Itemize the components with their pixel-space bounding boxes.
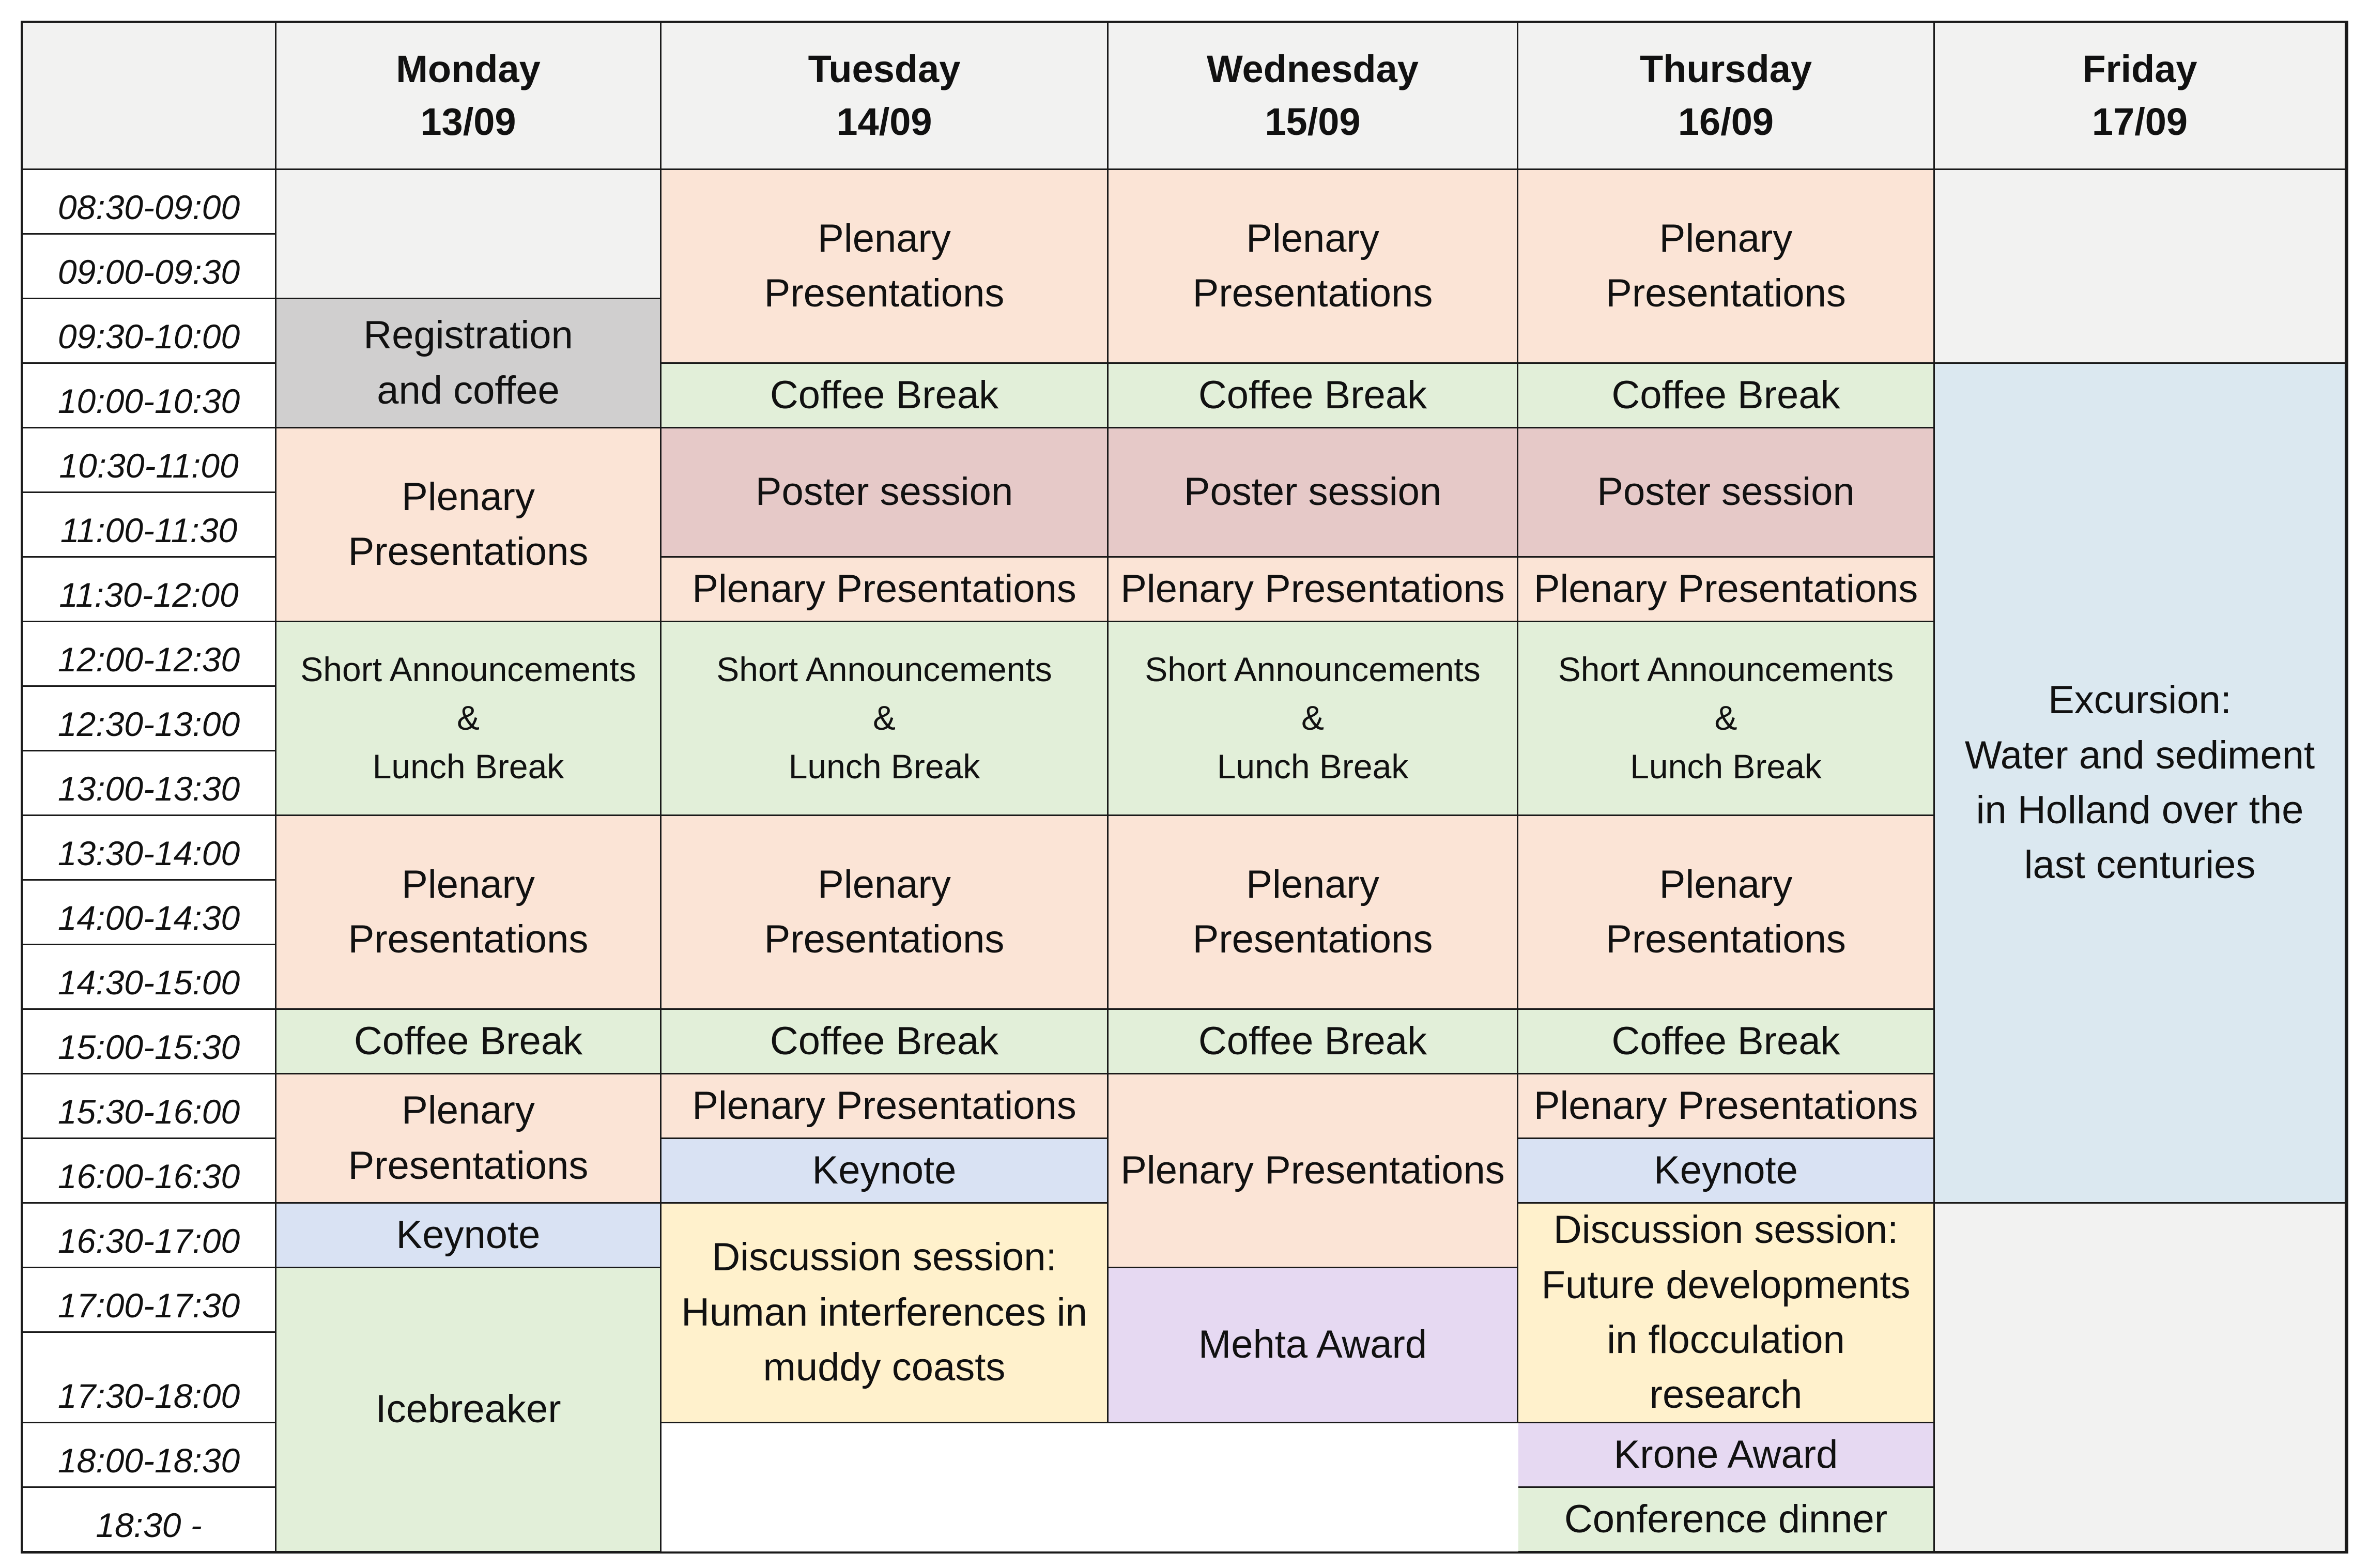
event-text-line: Plenary Presentations <box>1533 1083 1918 1128</box>
day-name: Tuesday <box>808 47 961 90</box>
time-slot: 17:00-17:30 <box>23 1268 276 1333</box>
event-discussion <box>1518 1204 1935 1423</box>
event-plenary <box>1109 170 1518 364</box>
event-plenary <box>1518 558 1935 622</box>
empty-slot <box>1935 170 2346 364</box>
event-plenary <box>1518 816 1935 1010</box>
time-slot: 08:30-09:00 <box>23 170 276 235</box>
event-plenary <box>276 1074 662 1204</box>
time-slot: 14:00-14:30 <box>23 881 276 945</box>
event-poster <box>1109 428 1518 558</box>
event-text-line: Plenary <box>402 862 535 906</box>
event-text-line: in flocculation <box>1607 1318 1845 1362</box>
empty-slot <box>1935 1204 2346 1552</box>
event-text-line: Human interferences in <box>681 1290 1087 1334</box>
time-slot: 13:30-14:00 <box>23 816 276 881</box>
event-text-line: Presentations <box>348 1143 589 1188</box>
event-text-line: Registration <box>363 313 573 358</box>
event-text-line: Keynote <box>1654 1148 1798 1192</box>
day-header-monday <box>276 23 662 170</box>
event-excursion <box>1935 364 2346 1204</box>
event-text-line: Coffee Break <box>1611 1019 1840 1063</box>
day-date: 17/09 <box>2091 100 2188 143</box>
event-plenary <box>276 428 662 622</box>
event-plenary <box>276 816 662 1010</box>
event-text-line: Plenary <box>1246 216 1379 260</box>
event-award <box>1518 1423 1935 1488</box>
event-text-line: Plenary <box>402 474 535 519</box>
corner-header <box>23 23 276 170</box>
event-coffee <box>276 1268 662 1552</box>
event-text-line: Coffee Break <box>770 373 999 417</box>
event-plenary <box>662 1074 1109 1139</box>
event-text-line: Short Announcements <box>300 650 636 689</box>
event-text-line: and coffee <box>377 368 560 412</box>
event-plenary <box>662 170 1109 364</box>
event-plenary <box>662 816 1109 1010</box>
event-text-line: Keynote <box>396 1212 541 1257</box>
day-header-friday <box>1935 23 2346 170</box>
time-slot: 17:30-18:00 <box>23 1333 276 1423</box>
event-text-line: Plenary Presentations <box>1533 566 1918 611</box>
event-text-line: Discussion session: <box>712 1235 1057 1280</box>
event-text-line: & <box>456 699 480 737</box>
event-registration <box>276 299 662 428</box>
event-text-line: & <box>1301 699 1325 737</box>
event-text-line: Lunch Break <box>1217 747 1409 786</box>
event-text-line: Conference dinner <box>1564 1497 1888 1541</box>
event-plenary <box>1109 1074 1518 1268</box>
event-text-line: Presentations <box>1606 917 1846 961</box>
event-keynote <box>1518 1139 1935 1204</box>
event-text-line: Icebreaker <box>375 1387 561 1432</box>
time-slot: 10:30-11:00 <box>23 428 276 493</box>
event-coffee <box>1109 622 1518 816</box>
day-date: 14/09 <box>836 100 932 143</box>
event-text-line: & <box>1714 699 1737 737</box>
event-plenary <box>662 558 1109 622</box>
day-header-tuesday <box>662 23 1109 170</box>
time-slot: 18:00-18:30 <box>23 1423 276 1488</box>
event-text-line: Plenary Presentations <box>692 566 1076 611</box>
event-text-line: Coffee Break <box>1198 1019 1427 1063</box>
event-coffee <box>662 1010 1109 1074</box>
event-poster <box>1518 428 1935 558</box>
event-text-line: Poster session <box>1597 470 1855 514</box>
day-name: Monday <box>396 47 541 90</box>
event-text-line: Future developments <box>1541 1263 1911 1307</box>
day-header-wednesday <box>1109 23 1518 170</box>
event-text-line: Presentations <box>348 530 589 574</box>
event-text-line: Short Announcements <box>716 650 1052 689</box>
event-text-line: Plenary <box>1246 862 1379 906</box>
event-plenary <box>1109 558 1518 622</box>
event-text-line: Coffee Break <box>770 1019 999 1063</box>
event-text-line: Plenary <box>1659 216 1793 260</box>
time-slot: 15:00-15:30 <box>23 1010 276 1074</box>
time-slot: 09:00-09:30 <box>23 235 276 299</box>
event-discussion <box>662 1204 1109 1423</box>
event-poster <box>662 428 1109 558</box>
event-text-line: Presentations <box>764 271 1005 315</box>
day-name: Thursday <box>1639 47 1812 90</box>
event-coffee <box>662 364 1109 428</box>
time-slot: 16:30-17:00 <box>23 1204 276 1268</box>
event-text-line: Poster session <box>755 470 1013 514</box>
event-coffee <box>276 1010 662 1074</box>
event-coffee <box>1518 364 1935 428</box>
event-award <box>1109 1268 1518 1423</box>
event-coffee <box>276 622 662 816</box>
schedule-table <box>23 23 2346 1551</box>
event-text-line: in Holland over the <box>1976 788 2304 832</box>
event-text-line: Excursion: <box>2048 678 2232 722</box>
day-name: Friday <box>2082 47 2197 90</box>
event-plenary <box>1518 1074 1935 1139</box>
event-text-line: Plenary <box>1659 862 1793 906</box>
event-text-line: Krone Award <box>1613 1432 1838 1477</box>
event-text-line: Plenary <box>818 216 951 260</box>
event-keynote <box>276 1204 662 1268</box>
event-text-line: Lunch Break <box>788 747 980 786</box>
time-slot: 18:30 - <box>23 1488 276 1552</box>
time-slot: 11:00-11:30 <box>23 493 276 558</box>
event-text-line: & <box>872 699 896 737</box>
event-text-line: Presentations <box>1192 917 1433 961</box>
event-plenary <box>1109 816 1518 1010</box>
time-slot: 12:00-12:30 <box>23 622 276 687</box>
event-text-line: Coffee Break <box>353 1019 583 1063</box>
event-text-line: Short Announcements <box>1558 650 1894 689</box>
event-coffee <box>1518 1488 1935 1552</box>
event-text-line: Presentations <box>764 917 1005 961</box>
day-header-thursday <box>1518 23 1935 170</box>
time-slot: 16:00-16:30 <box>23 1139 276 1204</box>
event-text-line: Coffee Break <box>1611 373 1840 417</box>
event-text-line: Plenary <box>402 1088 535 1133</box>
day-date: 15/09 <box>1265 100 1361 143</box>
event-text-line: Presentations <box>348 917 589 961</box>
event-text-line: Mehta Award <box>1198 1323 1427 1367</box>
event-coffee <box>1518 622 1935 816</box>
day-date: 13/09 <box>420 100 516 143</box>
event-text-line: last centuries <box>2024 843 2256 887</box>
event-text-line: Presentations <box>1192 271 1433 315</box>
event-text-line: research <box>1649 1373 1803 1417</box>
event-coffee <box>1518 1010 1935 1074</box>
time-slot: 14:30-15:00 <box>23 945 276 1010</box>
event-text-line: Coffee Break <box>1198 373 1427 417</box>
event-text-line: Poster session <box>1183 470 1442 514</box>
time-slot: 13:00-13:30 <box>23 751 276 816</box>
event-text-line: Presentations <box>1606 271 1846 315</box>
event-text-line: Discussion session: <box>1553 1208 1899 1252</box>
time-slot: 15:30-16:00 <box>23 1074 276 1139</box>
event-text-line: Plenary Presentations <box>1120 1148 1505 1192</box>
event-coffee <box>662 622 1109 816</box>
event-coffee <box>1109 364 1518 428</box>
event-text-line: muddy coasts <box>763 1345 1006 1390</box>
event-text-line: Lunch Break <box>1630 747 1822 786</box>
event-text-line: Short Announcements <box>1145 650 1481 689</box>
event-plenary <box>1518 170 1935 364</box>
event-text-line: Water and sediment <box>1964 733 2315 777</box>
time-slot: 11:30-12:00 <box>23 558 276 622</box>
event-text-line: Keynote <box>812 1148 957 1192</box>
event-keynote <box>662 1139 1109 1204</box>
time-slot: 10:00-10:30 <box>23 364 276 428</box>
day-date: 16/09 <box>1678 100 1774 143</box>
time-slot: 12:30-13:00 <box>23 687 276 751</box>
time-slot: 09:30-10:00 <box>23 299 276 364</box>
day-name: Wednesday <box>1207 47 1419 90</box>
event-coffee <box>1109 1010 1518 1074</box>
event-text-line: Plenary <box>818 862 951 906</box>
event-text-line: Lunch Break <box>372 747 564 786</box>
event-text-line: Plenary Presentations <box>692 1083 1076 1128</box>
empty-slot <box>276 170 662 299</box>
event-text-line: Plenary Presentations <box>1120 566 1505 611</box>
